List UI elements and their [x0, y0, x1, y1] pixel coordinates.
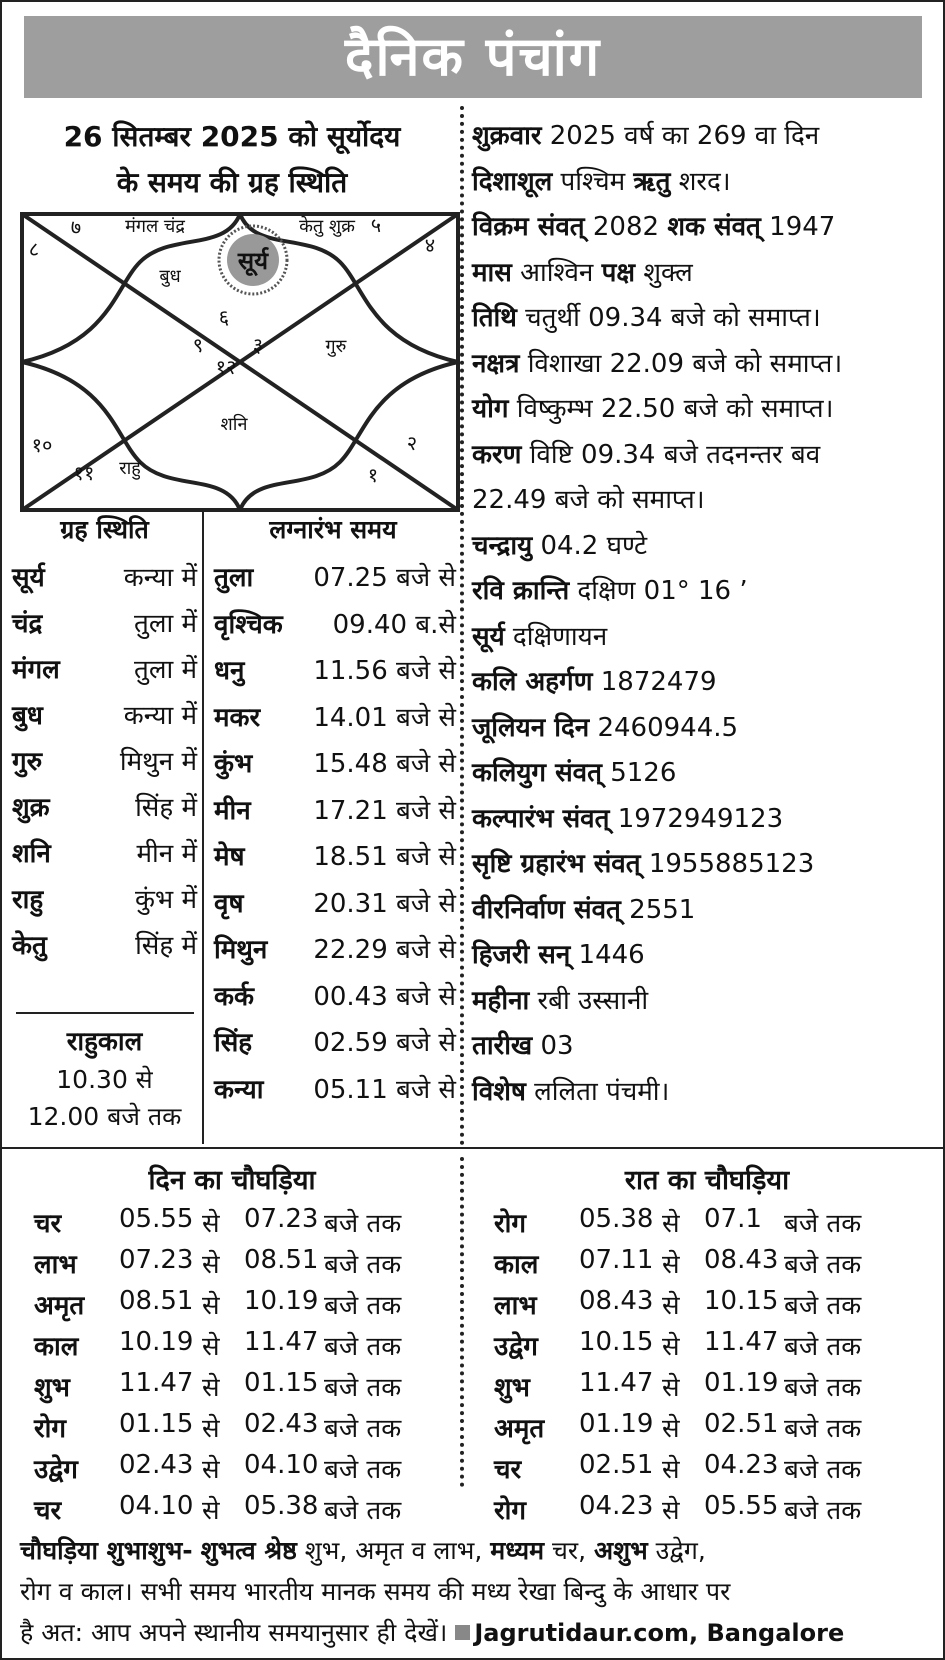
planet-sign: मीन में [136, 839, 197, 869]
lagna-time: 02.59 बजे से [313, 1028, 456, 1058]
info-label: कलि अहर्गण [472, 667, 593, 697]
info-label: विशेष [472, 1076, 526, 1107]
info-label: तिथि [472, 303, 517, 333]
planet-lagna-divider [202, 512, 204, 1144]
info-label: विक्रम संवत् [472, 212, 585, 242]
chogh-tail: बजे तक [784, 1414, 862, 1444]
chogh-from: 11.47 [119, 1368, 194, 1398]
info-label: मास [472, 257, 512, 288]
planet-sign: तुला में [134, 655, 197, 685]
info-row [472, 1070, 942, 1116]
chogh-tail: बजे तक [784, 1332, 862, 1362]
footer-bold-3: मध्यम [490, 1536, 545, 1565]
chogh-tail: बजे तक [324, 1291, 402, 1321]
chogh-to: 08.51 [244, 1245, 319, 1275]
chogh-from: 10.19 [119, 1327, 194, 1357]
chogh-row [34, 1407, 454, 1448]
house-number: १ [367, 463, 379, 487]
info-value: विष्कुम्भ 22.50 बजे को समाप्त। [516, 394, 834, 424]
chogh-se: से [662, 1373, 680, 1403]
chogh-row [34, 1489, 454, 1530]
chogh-from: 08.51 [119, 1286, 194, 1316]
info-label: नक्षत्र [472, 348, 520, 379]
chogh-from: 01.19 [579, 1409, 654, 1439]
info-value: 1972949123 [617, 803, 784, 834]
chogh-name: शुभ [494, 1373, 530, 1403]
info-row [472, 842, 942, 888]
planet-name: शनि [12, 839, 51, 869]
info-row [472, 1024, 942, 1070]
section-separator [2, 1147, 943, 1149]
chogh-to: 11.47 [244, 1327, 319, 1357]
info-value: 1955885123 [648, 849, 815, 879]
chogh-name: चर [494, 1455, 522, 1485]
rahukaal-box [12, 1024, 197, 1135]
info-value: 04.2 घण्टे [540, 530, 648, 561]
lagna-sign: कुंभ [214, 749, 253, 779]
lagna-sign: सिंह [214, 1028, 253, 1058]
house-number: १० [31, 433, 53, 457]
info-label: योग [472, 394, 509, 424]
chogh-row [494, 1325, 914, 1366]
chogh-tail: बजे तक [784, 1455, 862, 1485]
lagna-time: 18.51 बजे से [313, 842, 456, 872]
planet-name: केतु [12, 931, 47, 961]
planet-name: सूर्य [12, 563, 45, 593]
footer-note [20, 1530, 935, 1654]
house-number: ३ [252, 333, 264, 357]
chogh-se: से [202, 1209, 220, 1239]
info-value: ललिता पंचमी। [534, 1076, 670, 1107]
info-value: शरद। [678, 166, 731, 197]
rahukaal-separator [16, 1012, 194, 1014]
lagna-row [214, 971, 456, 1018]
chogh-to: 04.10 [244, 1450, 319, 1480]
info-value: दक्षिण 01° 16 ’ [577, 576, 748, 606]
chogh-name: लाभ [494, 1291, 537, 1321]
chogh-name: चर [34, 1496, 62, 1526]
info-value: विष्टि 09.34 बजे तदनन्तर बव [529, 439, 821, 470]
chogh-row [34, 1202, 454, 1243]
lagna-row [214, 1064, 456, 1111]
planet-label-mangal-chandra: मंगल चंद्र [125, 216, 185, 237]
chogh-from: 01.15 [119, 1409, 194, 1439]
lagna-row [214, 924, 456, 971]
info-row [472, 114, 942, 160]
chogh-row [34, 1284, 454, 1325]
chogh-se: से [202, 1332, 220, 1362]
chogh-divider-dotted [460, 1157, 464, 1487]
footer-line2: रोग व काल। सभी समय भारतीय मानक समय की मध्य रेखा बिन्दु के आधार पर [20, 1577, 731, 1606]
chogh-tail: बजे तक [324, 1209, 402, 1239]
chogh-from: 10.15 [579, 1327, 654, 1357]
info-value: शुक्ल [643, 257, 693, 288]
rahukaal-title: राहुकाल [66, 1027, 143, 1057]
info-label: जूलियन दिन [472, 712, 590, 743]
house-number: ७ [70, 215, 82, 239]
footer-text-2: शुभ, अमृत व लाभ, [304, 1536, 483, 1565]
info-row [472, 478, 942, 524]
lagna-sign: कर्क [214, 981, 254, 1012]
chogh-to: 05.38 [244, 1491, 319, 1521]
kundli-chart [20, 212, 460, 512]
footer-bold-4: अशुभ [594, 1536, 648, 1565]
chogh-name: शुभ [34, 1373, 70, 1403]
house-number: ४ [424, 233, 436, 257]
chogh-to: 02.51 [704, 1409, 779, 1439]
lagna-time: 09.40 ब.से [332, 609, 456, 640]
lagna-time: 17.21 बजे से [313, 795, 456, 826]
chogh-name: काल [494, 1250, 539, 1280]
info-row [472, 569, 942, 615]
lagna-heading: लग्नारंभ समय [269, 515, 397, 544]
chogh-to: 01.19 [704, 1368, 779, 1398]
chart-title-line1: 26 सितम्बर 2025 को सूर्योदय [63, 120, 401, 153]
info-value: 5126 [610, 758, 677, 788]
chogh-name: लाभ [34, 1250, 77, 1280]
chogh-to: 10.15 [704, 1286, 779, 1316]
footer-bold-2: शुभत्व श्रेष्ठ [200, 1536, 297, 1565]
chogh-from: 05.55 [119, 1204, 194, 1234]
chogh-row [494, 1284, 914, 1325]
chogh-row [494, 1366, 914, 1407]
footer-text-3: चर, [552, 1536, 587, 1565]
planet-sign: कन्या में [123, 563, 197, 593]
chogh-se: से [662, 1291, 680, 1321]
chogh-name: अमृत [34, 1291, 85, 1321]
info-label: चन्द्रायु [472, 530, 533, 561]
panchang-info [472, 114, 942, 1115]
lagna-sign: वृश्चिक [214, 609, 283, 640]
grah-row [12, 874, 197, 921]
chogh-name: रोग [494, 1209, 527, 1239]
lagna-row [214, 785, 456, 832]
info-label: सृष्टि ग्रहारंभ संवत् [472, 849, 641, 879]
info-value: रबी उस्सानी [537, 985, 649, 1016]
info-value: 2551 [629, 894, 696, 925]
info-label: करण [472, 439, 522, 470]
info-row [472, 205, 942, 251]
info-value: दक्षिणायन [512, 621, 608, 652]
chogh-from: 02.43 [119, 1450, 194, 1480]
info-value: पश्चिम [560, 166, 626, 197]
chogh-to: 05.55 [704, 1491, 779, 1521]
chogh-tail: बजे तक [784, 1209, 862, 1239]
grah-row [12, 690, 197, 737]
chogh-tail: बजे तक [324, 1373, 402, 1403]
lagna-row [214, 1017, 456, 1064]
footer-text-4: उद्वेग, [655, 1536, 706, 1565]
chogh-row [494, 1448, 914, 1489]
planet-label-budh: बुध [159, 266, 181, 287]
chogh-from: 04.10 [119, 1491, 194, 1521]
planet-name: चंद्र [12, 609, 43, 639]
planet-name: शुक्र [12, 793, 50, 823]
lagna-time: 15.48 बजे से [313, 749, 456, 779]
chogh-to: 01.15 [244, 1368, 319, 1398]
info-value: 1446 [578, 940, 645, 970]
chogh-se: से [662, 1455, 680, 1485]
house-number: ८ [28, 237, 40, 261]
lagna-row [214, 878, 456, 925]
grah-row [12, 782, 197, 829]
info-row [472, 615, 942, 661]
chogh-from: 07.11 [579, 1245, 654, 1275]
chogh-from: 05.38 [579, 1204, 654, 1234]
chogh-to: 07.23 [244, 1204, 319, 1234]
grah-row [12, 736, 197, 783]
chogh-from: 02.51 [579, 1450, 654, 1480]
lagna-sign: कन्या [214, 1074, 264, 1105]
grah-row [12, 598, 197, 645]
chogh-se: से [662, 1414, 680, 1444]
planet-name: गुरु [12, 747, 43, 777]
info-row [472, 433, 942, 479]
info-row [472, 160, 942, 206]
chogh-row [34, 1448, 454, 1489]
info-row [472, 979, 942, 1025]
source-text: Jagrutidaur.com, Bangalore [474, 1619, 845, 1647]
chogh-se: से [202, 1496, 220, 1526]
chogh-tail: बजे तक [784, 1291, 862, 1321]
chogh-name: उद्वेग [34, 1455, 78, 1485]
chogh-tail: बजे तक [784, 1496, 862, 1526]
chogh-se: से [202, 1414, 220, 1444]
chogh-from: 11.47 [579, 1368, 654, 1398]
chogh-tail: बजे तक [324, 1332, 402, 1362]
chogh-name: रोग [34, 1414, 67, 1444]
grah-row [12, 828, 197, 875]
lagna-sign: मेष [214, 842, 245, 872]
info-label: पक्ष [601, 257, 636, 288]
chogh-row [34, 1243, 454, 1284]
chogh-se: से [662, 1496, 680, 1526]
chogh-se: से [202, 1455, 220, 1485]
house-number: ११ [73, 461, 95, 485]
lagna-row [214, 599, 456, 646]
info-value: 03 [540, 1031, 574, 1061]
lagna-time: 22.29 बजे से [313, 935, 456, 965]
info-value: 2082 [592, 212, 660, 242]
planet-sign: सिंह में [135, 931, 197, 961]
info-label: दिशाशूल [472, 166, 553, 197]
planet-sign: मिथुन में [119, 747, 197, 777]
lagna-row [214, 831, 456, 878]
planet-sign: सिंह में [135, 793, 197, 823]
lagna-sign: मीन [214, 795, 251, 826]
lagna-row [214, 552, 456, 599]
lagna-row [214, 738, 456, 785]
info-value: 2460944.5 [597, 712, 739, 743]
chogh-from: 07.23 [119, 1245, 194, 1275]
square-icon [455, 1625, 470, 1640]
planet-label-ketu-shukra: केतु शुक्र [299, 216, 355, 237]
chogh-tail: बजे तक [784, 1250, 862, 1280]
info-label: कलियुग संवत् [472, 758, 602, 788]
lagna-time: 05.11 बजे से [313, 1074, 456, 1105]
info-value: 2025 वर्ष का 269 वा दिन [549, 121, 820, 151]
chogh-row [34, 1366, 454, 1407]
lagna-time: 14.01 बजे से [313, 702, 456, 733]
lagna-sign: मिथुन [214, 935, 268, 965]
footer-line3 [20, 1612, 935, 1654]
house-number: १२ [215, 355, 237, 379]
chogh-from: 04.23 [579, 1491, 654, 1521]
chogh-se: से [662, 1332, 680, 1362]
planet-sign: कन्या में [123, 701, 197, 731]
info-value: 22.49 बजे को समाप्त। [472, 485, 705, 515]
chogh-tail: बजे तक [324, 1250, 402, 1280]
info-row [472, 797, 942, 843]
house-number: २ [406, 431, 418, 455]
info-value: चतुर्थी 09.34 बजे को समाप्त। [525, 303, 821, 333]
grah-row [12, 644, 197, 691]
chogh-se: से [202, 1373, 220, 1403]
lagna-row [214, 645, 456, 692]
info-label: ऋतु [633, 166, 671, 197]
chogh-row [34, 1325, 454, 1366]
info-row [472, 342, 942, 388]
chogh-se: से [202, 1250, 220, 1280]
info-label: तारीख [472, 1031, 533, 1061]
planet-name: मंगल [12, 655, 60, 685]
footer-bold-1: चौघड़िया शुभाशुभ- [20, 1536, 193, 1565]
chart-title-line2: के समय की ग्रह स्थिति [116, 166, 348, 199]
house-number: ६ [218, 305, 230, 329]
lagna-sign: मकर [214, 702, 261, 733]
grah-row [12, 552, 197, 599]
info-row [472, 524, 942, 570]
lagna-row [214, 692, 456, 739]
planet-name: बुध [12, 701, 43, 731]
chogh-name: काल [34, 1332, 79, 1362]
info-row [472, 296, 942, 342]
planet-label-guru: गुरु [325, 336, 347, 357]
night-chogh-heading: रात का चौघड़िया [624, 1165, 790, 1196]
chart-title [22, 114, 442, 206]
chogh-to: 04.23 [704, 1450, 779, 1480]
chogh-se: से [202, 1291, 220, 1321]
lagna-time: 20.31 बजे से [313, 888, 456, 919]
info-row [472, 660, 942, 706]
chogh-to: 08.43 [704, 1245, 779, 1275]
info-label: कल्पारंभ संवत् [472, 803, 610, 834]
chogh-from: 08.43 [579, 1286, 654, 1316]
info-value: आश्विन [520, 257, 594, 288]
info-label: शक संवत् [667, 212, 761, 242]
chogh-tail: बजे तक [784, 1373, 862, 1403]
day-chogh-heading: दिन का चौघड़िया [148, 1165, 316, 1196]
lagna-sign: तुला [214, 563, 254, 593]
chogh-to: 11.47 [704, 1327, 779, 1357]
info-row [472, 751, 942, 797]
chogh-name: उद्वेग [494, 1332, 538, 1362]
chogh-tail: बजे तक [324, 1455, 402, 1485]
planet-sign: तुला में [134, 609, 197, 639]
info-row [472, 387, 942, 433]
chogh-se: से [662, 1250, 680, 1280]
chogh-to: 02.43 [244, 1409, 319, 1439]
info-value: 1947 [769, 212, 836, 242]
info-label: शुक्रवार [472, 121, 542, 151]
chogh-to: 10.19 [244, 1286, 319, 1316]
house-number: ५ [370, 213, 382, 237]
footer-line1 [20, 1530, 935, 1571]
lagna-sign: वृष [214, 888, 244, 919]
planet-name: राहु [12, 885, 44, 915]
lagna-time: 11.56 बजे से [313, 656, 456, 686]
info-row [472, 933, 942, 979]
source-credit [455, 1619, 844, 1647]
rahukaal-end: 12.00 बजे तक [27, 1102, 182, 1131]
rahukaal-start: 10.30 से [56, 1065, 153, 1094]
info-row [472, 251, 942, 297]
chogh-row [494, 1202, 914, 1243]
chogh-se: से [662, 1209, 680, 1239]
info-label: वीरनिर्वाण संवत् [472, 894, 621, 925]
chogh-row [494, 1407, 914, 1448]
grah-row [12, 920, 197, 967]
lagna-time: 00.43 बजे से [313, 981, 456, 1012]
planet-sign: कुंभ में [134, 885, 197, 915]
chogh-name: अमृत [494, 1414, 545, 1444]
lagna-time: 07.25 बजे से [313, 563, 456, 593]
chogh-row [494, 1243, 914, 1284]
info-label: महीना [472, 985, 530, 1016]
info-row [472, 888, 942, 934]
column-divider-dotted [460, 106, 464, 1146]
lagna-sign: धनु [214, 656, 245, 686]
chogh-row [494, 1489, 914, 1530]
footer-line3-text: है अत: आप अपने स्थानीय समयानुसार ही देखें। [20, 1618, 448, 1647]
info-label: सूर्य [472, 621, 505, 652]
house-number: ९ [192, 333, 204, 357]
info-value: 1872479 [600, 667, 717, 697]
chogh-tail: बजे तक [324, 1496, 402, 1526]
page-title: दैनिक पंचांग [24, 16, 922, 98]
chogh-name: चर [34, 1209, 62, 1239]
planet-label-rahu: राहु [119, 458, 141, 479]
planet-label-surya: सूर्य [237, 247, 269, 275]
info-row [472, 706, 942, 752]
chogh-to: 07.1 [704, 1204, 762, 1234]
info-value: विशाखा 22.09 बजे को समाप्त। [527, 348, 843, 379]
info-label: रवि क्रान्ति [472, 576, 570, 606]
grah-sthiti-heading: ग्रह स्थिति [60, 515, 149, 544]
planet-label-shani: शनि [220, 414, 248, 435]
info-label: हिजरी सन् [472, 940, 571, 970]
chogh-name: रोग [494, 1496, 527, 1526]
chogh-tail: बजे तक [324, 1414, 402, 1444]
